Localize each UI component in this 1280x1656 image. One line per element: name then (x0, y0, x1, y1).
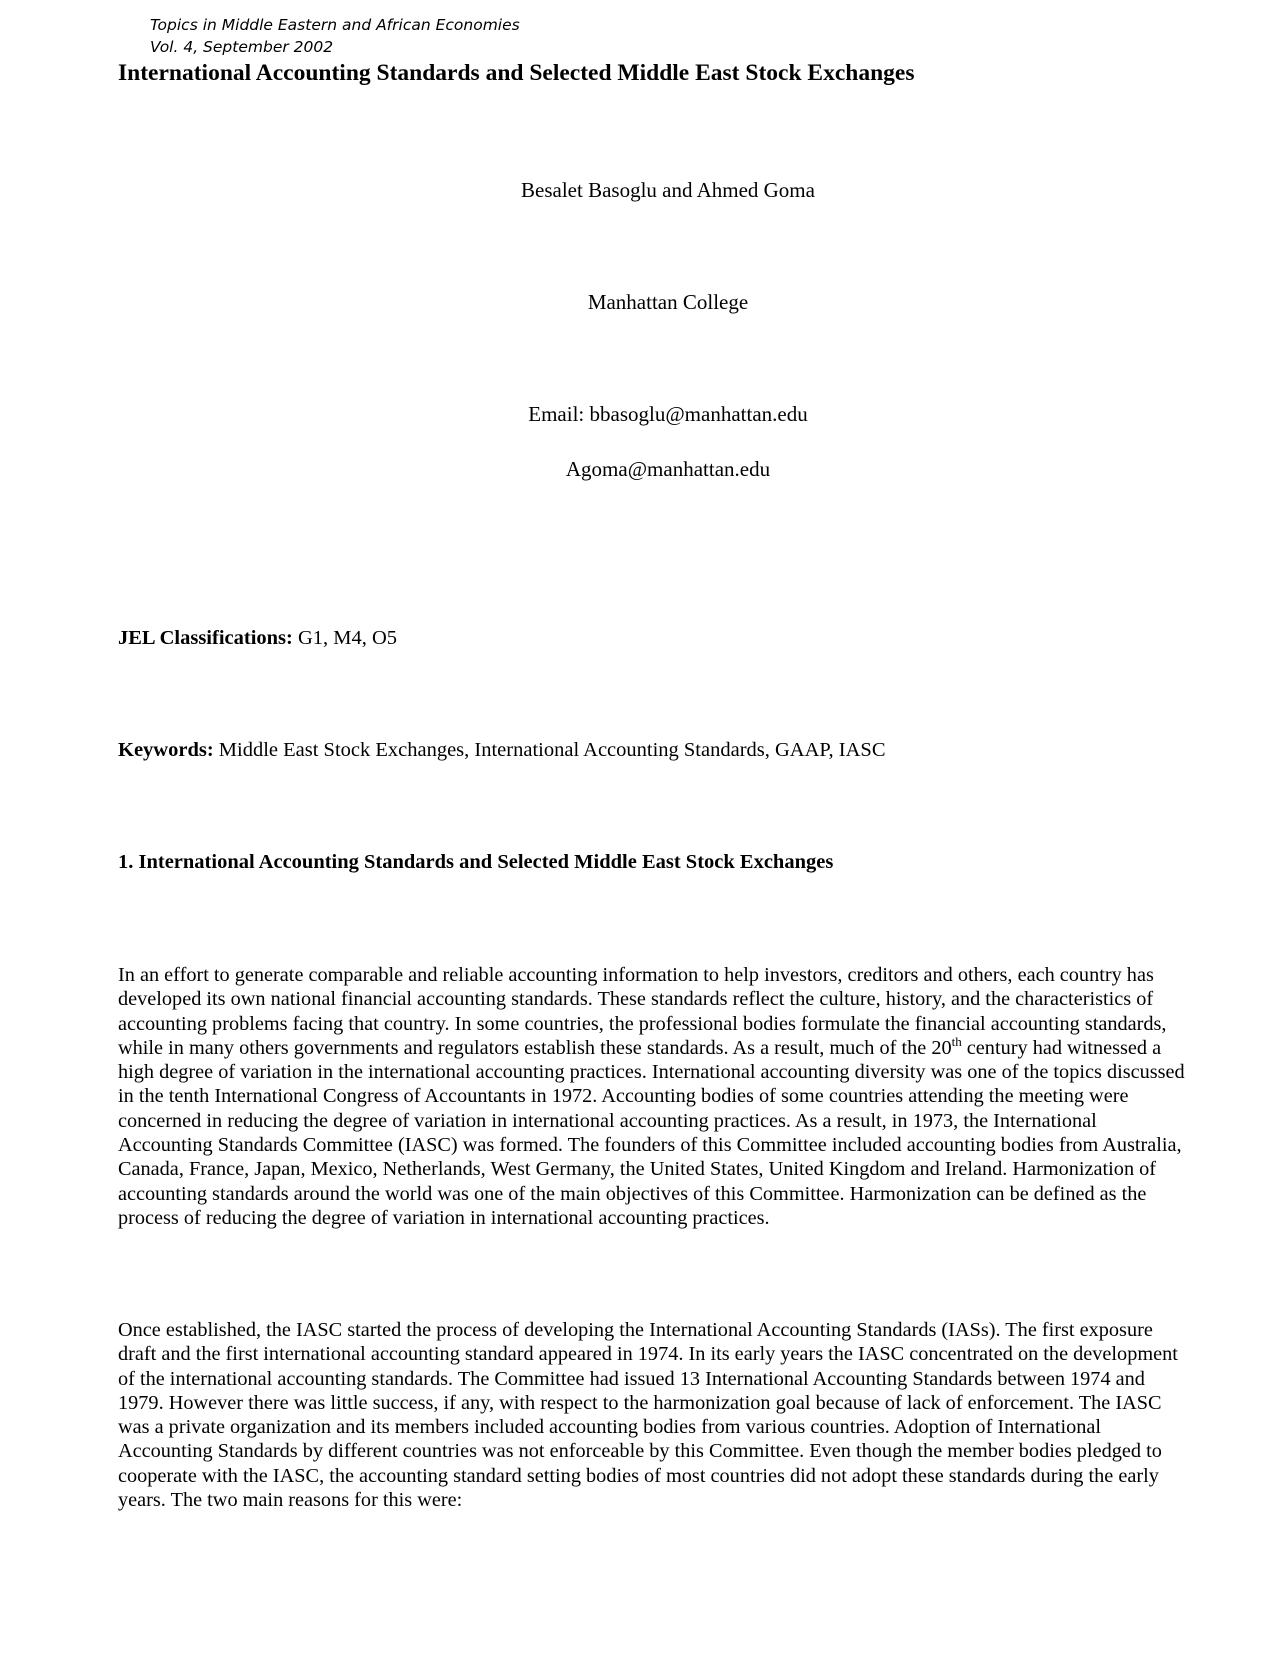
paragraph-line: Canada, France, Japan, Mexico, Netherlands, West Germany, the United States, United Kingdom and Ireland. Harmonization of (118, 1158, 1157, 1181)
section-heading: 1. International Accounting Standards and Selected Middle East Stock Exchanges (118, 851, 834, 873)
paragraph-2 (118, 1318, 1218, 1512)
paragraph-line (118, 1036, 1218, 1060)
journal-volume: Vol. 4, September 2002 (150, 38, 334, 56)
journal-header (150, 14, 520, 58)
jel-label: JEL Classifications: (118, 627, 293, 649)
paragraph-1 (118, 963, 1218, 1230)
paragraph-line: concerned in reducing the degree of variation in international accounting practices. As a result, in 1973, the International (118, 1109, 1097, 1132)
paragraph-line: high degree of variation in the international accounting practices. International accounting diversity was one of the topics discussed (118, 1061, 1185, 1084)
paragraph-line: 1979. However there was little success, if any, with respect to the harmonization goal because of lack of enforcement. The IASC (118, 1391, 1162, 1414)
keywords (118, 737, 886, 763)
paragraph-line: developed its own national financial accounting standards. These standards reflect the culture, history, and the characteristics of (118, 988, 1154, 1011)
line-text: while in many others governments and regulators establish these standards. As a result, much of the 20 (118, 1036, 952, 1059)
paragraph-line: In an effort to generate comparable and reliable accounting information to help investors, creditors and others, each country has (118, 964, 1154, 986)
email-primary: Email: bbasoglu@manhattan.edu (528, 402, 808, 426)
journal-name: Topics in Middle Eastern and African Economies (150, 16, 520, 34)
paragraph-line: of the international accounting standards. The Committee had issued 13 International Accounting Standards between 1974 and (118, 1367, 1145, 1390)
affiliation: Manhattan College (587, 290, 749, 314)
superscript: th (951, 1034, 962, 1050)
jel-classifications (118, 625, 397, 651)
paragraph-line: draft and the first international accounting standard appeared in 1974. In its early years the IASC concentrated on the development (118, 1343, 1178, 1366)
paragraph-line: was a private organization and its members included accounting bodies from various countries. Adoption of International (118, 1416, 1102, 1439)
authors: Besalet Basoglu and Ahmed Goma (521, 178, 815, 202)
paragraph-line: cooperate with the IASC, the accounting standard setting bodies of most countries did not adopt these standards during the early (118, 1464, 1159, 1487)
paragraph-line: Accounting Standards by different countries was not enforceable by this Committee. Even though the member bodies pledged to (118, 1440, 1162, 1463)
jel-value: G1, M4, O5 (292, 627, 398, 649)
paragraph-line: process of reducing the degree of variation in international accounting practices. (118, 1206, 770, 1229)
line-text: century had witnessed a (961, 1036, 1162, 1059)
keywords-value: Middle East Stock Exchanges, International Accounting Standards, GAAP, IASC (213, 739, 886, 761)
paragraph-line: Once established, the IASC started the process of developing the International Accounting Standards (IASs). The first exposure (118, 1319, 1153, 1341)
paragraph-line: accounting problems facing that country. In some countries, the professional bodies formulate the financial accounting standards, (118, 1012, 1167, 1035)
keywords-label: Keywords: (118, 739, 214, 761)
paragraph-line: accounting standards around the world was one of the main objectives of this Committee. Harmonization can be defined as the (118, 1182, 1147, 1205)
email-secondary: Agoma@manhattan.edu (565, 457, 771, 481)
paragraph-line: in the tenth International Congress of Accountants in 1972. Accounting bodies of some countries attending the meeting were (118, 1085, 1129, 1108)
paragraph-line: years. The two main reasons for this were: (118, 1489, 463, 1512)
paper-title: International Accounting Standards and Selected Middle East Stock Exchanges (118, 60, 915, 86)
paragraph-line: Accounting Standards Committee (IASC) was formed. The founders of this Committee included accounting bodies from Australia, (118, 1134, 1182, 1157)
